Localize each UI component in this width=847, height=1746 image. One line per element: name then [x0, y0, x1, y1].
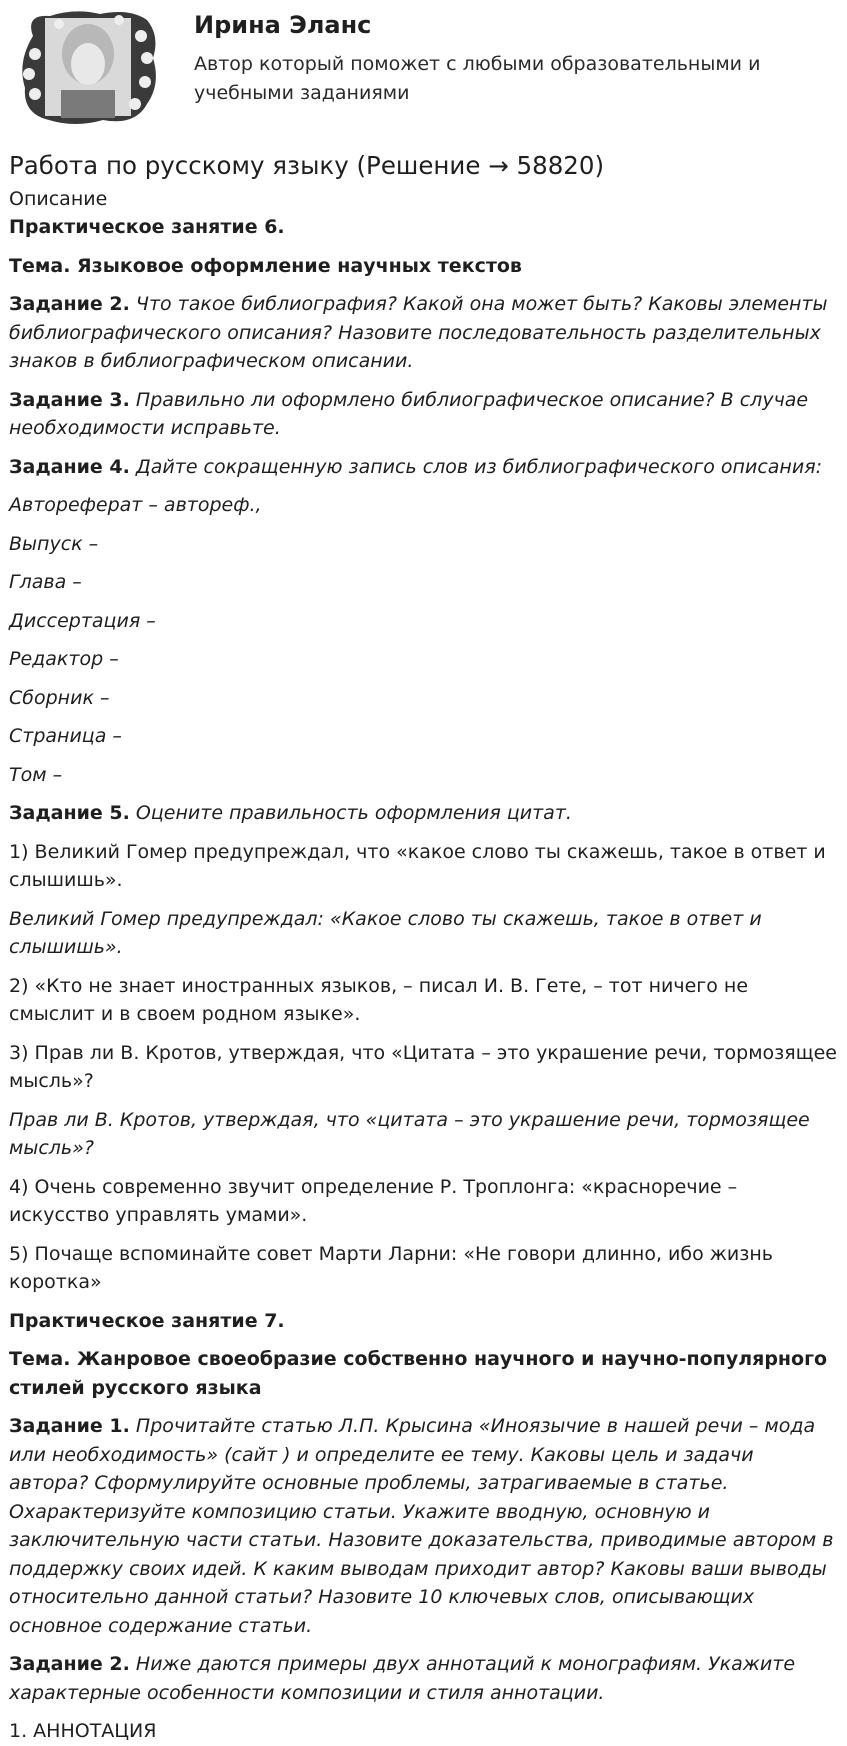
abbrev-item: Том – — [9, 763, 63, 786]
description-label: Описание — [9, 188, 108, 210]
quote-3: 3) Прав ли В. Кротов, утверждая, что «Цитата – это украшение речи, тормозящее мысль»? — [9, 1041, 837, 1092]
task-4 — [9, 453, 838, 482]
abbrev-item: Сборник – — [9, 686, 110, 709]
author-avatar[interactable] — [15, 6, 161, 128]
abbrev-item: Глава – — [9, 571, 82, 593]
topic-heading-6: Тема. Языковое оформление научных текстов — [9, 254, 522, 277]
author-card — [9, 0, 838, 132]
task-label: Задание 1. — [9, 1415, 130, 1437]
quote-1-fix: Великий Гомер предупреждал: «Какое слово ты скажешь, такое в ответ и слышишь». — [9, 907, 762, 958]
abbrev-item: Автореферат – автореф., — [9, 494, 262, 516]
author-description: Автор который поможет с любыми образовательными и учебными заданиями — [194, 53, 761, 104]
annotation-heading: 1. АННОТАЦИЯ — [9, 1720, 157, 1742]
task-7-2 — [9, 1650, 838, 1707]
task-text: Прочитайте статью Л.П. Крысина «Иноязычие в нашей речи – мода или необходимость» (сайт ) и определите ее тему. Каковы цель и задачи автора? Сформулируйте основные проблемы, затрагиваемые в статье. Охарактеризуйте композицию статьи. Укажите вводную, основную и заключительную части статьи. Назовите доказательства, приводимые автором в поддержку своих идей. К каким выводам приходит автор? Каковы ваши выводы относительно данной статьи? Назовите 10 ключевых слов, описывающих основное содержание статьи. — [9, 1415, 834, 1637]
task-label: Задание 2. — [9, 293, 130, 315]
task-text: Что такое библиография? Какой она может быть? Каковы элементы библиографического описания? Назовите последовательность разделительных знаков в библиографическом описании. — [9, 293, 828, 372]
task-text: Ниже даются примеры двух аннотаций к монографиям. Укажите характерные особенности композиции и стиля аннотации. — [9, 1653, 796, 1704]
quote-1: 1) Великий Гомер предупреждал, что «какое слово ты скажешь, такое в ответ и слышишь». — [9, 840, 826, 891]
task-2 — [9, 290, 838, 376]
task-3 — [9, 386, 838, 443]
author-name[interactable]: Ирина Эланс — [194, 11, 372, 39]
abbrev-item: Страница – — [9, 725, 122, 747]
task-label: Задание 5. — [9, 802, 130, 824]
task-label: Задание 4. — [9, 455, 130, 478]
task-text: Дайте сокращенную запись слов из библиографического описания: — [129, 455, 823, 478]
practice-heading-7: Практическое занятие 7. — [9, 1309, 285, 1332]
task-7-1 — [9, 1412, 838, 1640]
quote-4: 4) Очень современно звучит определение Р. Троплонга: «красноречие – искусство управлять умами». — [9, 1175, 738, 1226]
quote-5: 5) Почаще вспоминайте совет Марти Ларни: «Не говори длинно, ибо жизнь коротка» — [9, 1242, 773, 1293]
practice-heading-6: Практическое занятие 6. — [9, 216, 285, 238]
task-5 — [9, 799, 838, 828]
task-text: Оцените правильность оформления цитат. — [129, 802, 572, 824]
description-content — [9, 213, 838, 1746]
quote-3-fix: Прав ли В. Кротов, утверждая, что «цитата – это украшение речи, тормозящее мысль»? — [9, 1108, 810, 1159]
task-label: Задание 3. — [9, 388, 130, 411]
quote-2: 2) «Кто не знает иностранных языков, – писал И. В. Гете, – тот ничего не смыслит и в своем родном языке». — [9, 974, 749, 1025]
topic-heading-7: Тема. Жанровое своеобразие собственно научного и научно-популярного стилей русского языка — [9, 1348, 828, 1399]
document-title: Работа по русскому языку (Решение → 58820) — [9, 151, 605, 180]
abbrev-item: Диссертация – — [9, 609, 156, 632]
task-label: Задание 2. — [9, 1653, 130, 1675]
abbrev-item: Выпуск – — [9, 532, 99, 555]
abbrev-item: Редактор – — [9, 648, 119, 670]
task-text: Правильно ли оформлено библиографическое описание? В случае необходимости исправьте. — [9, 388, 809, 439]
